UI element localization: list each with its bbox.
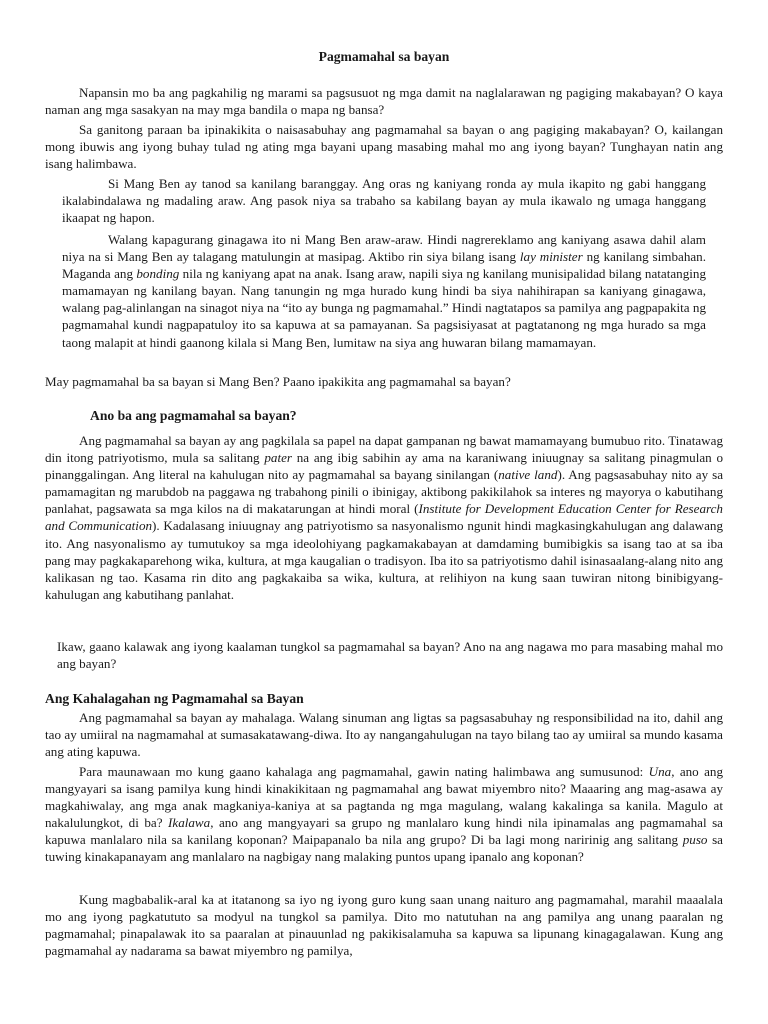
reflection-question-1: May pagmamahal ba sa bayan si Mang Ben? Paano ipakikita ang pagmamahal sa bayan? [45, 374, 511, 389]
pater-term: pater [264, 450, 292, 466]
lay-minister-term: lay minister [519, 249, 583, 265]
ikalawa-term: Ikalawa [168, 815, 211, 831]
importance-paragraph-3: Kung magbabalik-aral ka at itatanong sa iyo ng iyong guro kung saan unang naituro ang pagmamahal, marahil maaalala mo ang iyong pagkatututo sa modyul na tungkol sa pamilya. Dito mo natutuhan na ang pamilya ang unang paaralan ng pagmamahal; pinapalawak ito sa paaralan at pinauunlad ng pakikisalamuha sa kapuwa sa lipunang kinagagalawan. Kung ang pagmamahal ay nadarama sa bawat miyembro ng pamilya, [45, 892, 723, 959]
section-heading-kahalagahan: Ang Kahalagahan ng Pagmamahal sa Bayan [45, 691, 304, 706]
bonding-term: bonding [136, 266, 180, 282]
story-paragraph-2: Walang kapagurang ginagawa ito ni Mang Ben araw-araw. Hindi nagrereklamo ang kaniyang asawa dahil alam niya na si Mang Ben ay talagang matulungin at masipag. Aktibo rin siya bilang isang lay minister ng kanilang simbahan. Maganda ang bonding nila ng kaniyang apat na anak. Isang araw, napili siya ng kanilang munisipalidad bilang natatanging mamamayan ng kanilang bayan. Nang tanungin ng mga hurado kung hindi ba siya nahihirapan sa kaniyang ginagawa, walang pag-alinlangan na sinagot niya na “ito ay bunga ng pagmamahal.” Hindi nagtatapos sa pamilya ang pagpapakita ng pagmamahal kundi nagpapatuloy ito sa kapuwa at sa pamayanan. Sa pagsisiyasat at pagtatanong ng mga hurado sa mga taong malapit at hindi gaanong kilala si Mang Ben, lumitaw na siya ang huwaran bilang mamamayan. [62, 232, 706, 350]
intro-paragraph-1: Napansin mo ba ang pagkahilig ng marami sa pagsusuot ng mga damit na naglalarawan ng pagiging makabayan? O kaya naman ang mga sasakyan na may mga bandila o mapa ng bansa? [45, 85, 723, 118]
importance-paragraph-2: Para maunawaan mo kung gaano kahalaga ang pagmamahal, gawin nating halimbawa ang sumusunod: Una, ano ang mangyayari sa isang pamilya kung hindi kinakikitaan ng pagmamahal ang bawat miyembro nito? Maaaring ang mag-asawa ay magkahiwalay, ang mga anak magkaniya-kaniya at sa pagtanda ng mga magulang, walang kakalinga sa kanila. Magulo at nakalulungkot, di ba? Ikalawa, ano ang mangyayari sa grupo ng manlalaro kung hindi nila ipinamalas ang pagmamahal sa kapuwa manlalaro nila sa kanilang koponan? Maipapanalo ba nila ang grupo? Di ba lagi mong naririnig ang salitang puso sa tuwing kinakapanayam ang manlalaro na nagbigay nang malaking puntos upang ipanalo ang koponan? [45, 764, 723, 865]
intro-paragraph-2: Sa ganitong paraan ba ipinakikita o naisasabuhay ang pagmamahal sa bayan o ang pagiging makabayan? O, kailangan mong ibuwis ang iyong buhay tulad ng ating mga bayani upang masabing mahal mo ang iyong bayan? Tunghayan natin ang isang halimbawa. [45, 122, 723, 172]
importance-paragraph-1: Ang pagmamahal sa bayan ay mahalaga. Walang sinuman ang ligtas sa pagsasabuhay ng responsibilidad na ito, dahil ang tao ay umiiral na nagmamahal at sumasakatawang-diwa. Ito ay nangangahulugan na tayo bilang tao ay umiiral sa mundo kasama ang ating kapuwa. [45, 710, 723, 760]
section-heading-ano-ba: Ano ba ang pagmamahal sa bayan? [90, 408, 297, 423]
native-land-term: native land [498, 467, 558, 483]
definition-paragraph: Ang pagmamahal sa bayan ay ang pagkilala sa papel na dapat gampanan ng bawat mamamayang bumubuo rito. Tinatawag din itong patriyotismo, mula sa salitang pater na ang ibig sabihin ay ama na karaniwang iniuugnay sa salitang pinagmulan o pinanggalingan. Ang literal na kahulugan nito ay pagmamahal sa bayang sinilangan (native land). Ang pagsasabuhay nito ay sa pamamagitan ng marubdob na paggawa ng trabahong pinili o ibinigay, aktibong pakikilahok sa interes ng mayorya o kabutihang panlahat, pagsawata sa mga kilos na di makatarungan at hindi moral (Institute for Development Education Center for Research and Communication). Kadalasang iniuugnay ang patriyotismo sa nasyonalismo ngunit hindi magkasingkahulugan ang dalawang ito. Ang nasyonalismo ay tumutukoy sa mga ideolohiyang pagkamakabayan at damdaming bumibigkis sa isang tao at sa iba pang may pagkakaparehong wika, kultura, at mga kaugalian o tradisyon. Iba ito sa patriyotismo dahil isinasaalang-alang nito ang kalikasan ng tao. Kasama rin dito ang pagkakaiba sa wika, kultura, at relihiyon na kung saan tuwiran nitong binibigyang-kahulugan ang kabutihang panlahat. [45, 433, 724, 602]
source-citation: Institute for Development Education Center for Research and Communication [45, 501, 723, 534]
puso-term: puso [682, 832, 708, 848]
reflection-question-2: Ikaw, gaano kalawak ang iyong kaalaman tungkol sa pagmamahal sa bayan? Ano na ang nagawa mo para masabing mahal mo ang bayan? [57, 639, 723, 672]
document-title: Pagmamahal sa bayan [318, 49, 450, 64]
una-term: Una [648, 764, 672, 779]
story-paragraph-1: Si Mang Ben ay tanod sa kanilang baranggay. Ang oras ng kaniyang ronda ay mula ikapito ng gabi hanggang ikalabindalawa ng madaling araw. Ang pasok niya sa trabaho sa kabilang bayan ay mula ikawalo ng umaga hanggang ikaapat ng hapon. [62, 176, 706, 226]
